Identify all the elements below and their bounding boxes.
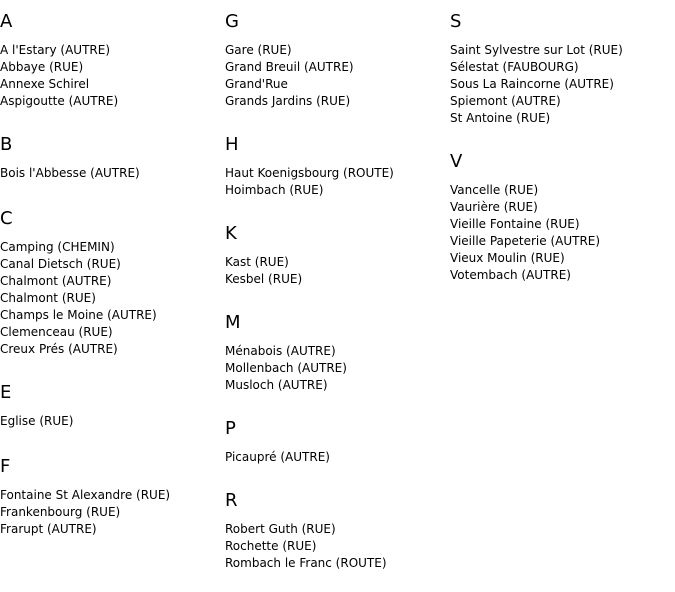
street-item[interactable]: Fontaine St Alexandre (RUE) <box>0 488 171 502</box>
section-r <box>225 491 447 572</box>
section-heading-p: P <box>225 418 236 439</box>
street-item[interactable]: Spiemont (AUTRE) <box>450 94 561 108</box>
street-item[interactable]: Eglise (RUE) <box>0 414 74 428</box>
section-m <box>225 313 447 394</box>
section-heading-a: A <box>0 11 13 32</box>
street-item[interactable]: Chalmont (RUE) <box>0 291 96 305</box>
street-item[interactable]: Frankenbourg (RUE) <box>0 505 121 519</box>
street-list-g <box>225 42 447 110</box>
street-list-r <box>225 521 447 572</box>
street-item[interactable]: Picaupré (AUTRE) <box>225 450 330 464</box>
section-heading-s: S <box>450 11 462 32</box>
street-item[interactable]: Clemenceau (RUE) <box>0 325 113 339</box>
street-item[interactable]: Vieux Moulin (RUE) <box>450 251 565 265</box>
street-item[interactable]: Robert Guth (RUE) <box>225 522 336 536</box>
section-heading-v: V <box>450 151 463 172</box>
street-item[interactable]: Bois l'Abbesse (AUTRE) <box>0 166 140 180</box>
street-item[interactable]: Champs le Moine (AUTRE) <box>0 308 157 322</box>
street-item[interactable]: A l'Estary (AUTRE) <box>0 43 111 57</box>
street-item[interactable]: Mollenbach (AUTRE) <box>225 361 347 375</box>
street-item[interactable]: Vaurière (RUE) <box>450 200 538 214</box>
street-item[interactable]: Rombach le Franc (ROUTE) <box>225 556 387 570</box>
section-heading-k: K <box>225 223 237 244</box>
street-item[interactable]: Hoimbach (RUE) <box>225 183 324 197</box>
street-item[interactable]: St Antoine (RUE) <box>450 111 551 125</box>
section-heading-c: C <box>0 208 13 229</box>
section-b <box>0 135 222 182</box>
street-list-h <box>225 165 447 199</box>
street-item[interactable]: Vieille Fontaine (RUE) <box>450 217 580 231</box>
street-item[interactable]: Kesbel (RUE) <box>225 272 303 286</box>
street-item[interactable]: Chalmont (AUTRE) <box>0 274 112 288</box>
section-a <box>0 12 222 110</box>
street-item[interactable]: Sélestat (FAUBOURG) <box>450 60 579 74</box>
street-item[interactable]: Canal Dietsch (RUE) <box>0 257 121 271</box>
column-2 <box>225 0 447 572</box>
street-item[interactable]: Aspigoutte (AUTRE) <box>0 94 119 108</box>
street-item[interactable]: Annexe Schirel <box>0 77 90 91</box>
street-list-m <box>225 343 447 394</box>
street-list-p <box>225 449 447 466</box>
section-heading-f: F <box>0 456 11 477</box>
street-item[interactable]: Gare (RUE) <box>225 43 292 57</box>
section-v <box>450 152 675 284</box>
street-list-e <box>0 413 222 430</box>
street-item[interactable]: Sous La Raincorne (AUTRE) <box>450 77 614 91</box>
section-s <box>450 12 675 127</box>
street-item[interactable]: Vieille Papeterie (AUTRE) <box>450 234 601 248</box>
section-heading-r: R <box>225 490 238 511</box>
street-list-a <box>0 42 222 110</box>
section-c <box>0 209 222 358</box>
street-item[interactable]: Grand'Rue <box>225 77 288 91</box>
street-list-f <box>0 487 222 538</box>
street-item[interactable]: Camping (CHEMIN) <box>0 240 115 254</box>
street-item[interactable]: Grands Jardins (RUE) <box>225 94 351 108</box>
street-item[interactable]: Creux Prés (AUTRE) <box>0 342 118 356</box>
street-item[interactable]: Abbaye (RUE) <box>0 60 84 74</box>
street-item[interactable]: Grand Breuil (AUTRE) <box>225 60 354 74</box>
section-heading-b: B <box>0 134 13 155</box>
street-list-c <box>0 239 222 358</box>
street-item[interactable]: Rochette (RUE) <box>225 539 317 553</box>
section-heading-e: E <box>0 382 12 403</box>
street-item[interactable]: Frarupt (AUTRE) <box>0 522 97 536</box>
section-heading-m: M <box>225 312 241 333</box>
street-list-s <box>450 42 675 127</box>
section-heading-g: G <box>225 11 239 32</box>
street-item[interactable]: Kast (RUE) <box>225 255 289 269</box>
section-h <box>225 135 447 199</box>
street-list-k <box>225 254 447 288</box>
section-heading-h: H <box>225 134 239 155</box>
section-p <box>225 419 447 466</box>
section-f <box>0 457 222 538</box>
street-list-v <box>450 182 675 284</box>
column-3 <box>450 0 675 284</box>
street-list-b <box>0 165 222 182</box>
street-item[interactable]: Ménabois (AUTRE) <box>225 344 336 358</box>
section-k <box>225 224 447 288</box>
column-1 <box>0 0 222 538</box>
street-item[interactable]: Vancelle (RUE) <box>450 183 539 197</box>
street-item[interactable]: Votembach (AUTRE) <box>450 268 571 282</box>
street-item[interactable]: Haut Koenigsbourg (ROUTE) <box>225 166 394 180</box>
street-item[interactable]: Musloch (AUTRE) <box>225 378 328 392</box>
section-g <box>225 12 447 110</box>
section-e <box>0 383 222 430</box>
street-item[interactable]: Saint Sylvestre sur Lot (RUE) <box>450 43 623 57</box>
